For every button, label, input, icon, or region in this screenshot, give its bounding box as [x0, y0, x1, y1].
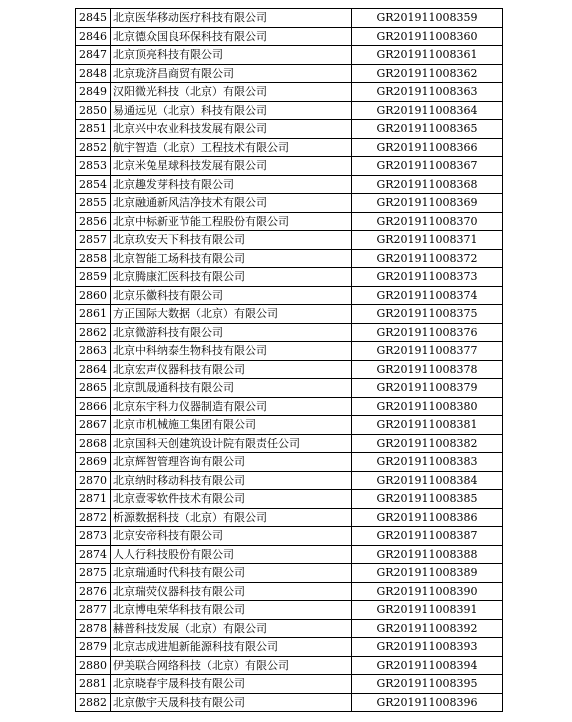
table-row [76, 471, 503, 490]
table-row [76, 249, 503, 268]
company-name-cell: 伊美联合网络科技（北京）有限公司 [111, 656, 352, 675]
row-number-cell: 2865 [76, 379, 111, 398]
company-name-cell: 北京顶亮科技有限公司 [111, 46, 352, 65]
row-number-cell: 2857 [76, 231, 111, 250]
certificate-number-cell: GR201911008365 [352, 120, 503, 139]
company-name-cell: 北京东宇科力仪器制造有限公司 [111, 397, 352, 416]
row-number-cell: 2869 [76, 453, 111, 472]
table-row [76, 545, 503, 564]
company-name-cell: 北京德众国良环保科技有限公司 [111, 27, 352, 46]
company-name-cell: 北京纳时移动科技有限公司 [111, 471, 352, 490]
certificate-number-cell: GR201911008374 [352, 286, 503, 305]
table-row [76, 64, 503, 83]
table-row [76, 434, 503, 453]
certificate-number-cell: GR201911008382 [352, 434, 503, 453]
company-name-cell: 北京安帝科技有限公司 [111, 527, 352, 546]
certificate-number-cell: GR201911008392 [352, 619, 503, 638]
certificate-number-cell: GR201911008395 [352, 675, 503, 694]
table-row [76, 212, 503, 231]
table-row [76, 268, 503, 287]
certificate-number-cell: GR201911008367 [352, 157, 503, 176]
company-name-cell: 北京国科天创建筑设计院有限责任公司 [111, 434, 352, 453]
company-name-cell: 北京腾康汇医科技有限公司 [111, 268, 352, 287]
table-row [76, 46, 503, 65]
table-row [76, 638, 503, 657]
certificate-number-cell: GR201911008386 [352, 508, 503, 527]
table-row [76, 675, 503, 694]
company-name-cell: 北京辉智管理咨询有限公司 [111, 453, 352, 472]
table-row [76, 194, 503, 213]
table-row [76, 601, 503, 620]
company-name-cell: 北京融通新风洁净技术有限公司 [111, 194, 352, 213]
table-row [76, 619, 503, 638]
certificate-number-cell: GR201911008383 [352, 453, 503, 472]
certificate-number-cell: GR201911008387 [352, 527, 503, 546]
certificate-number-cell: GR201911008380 [352, 397, 503, 416]
certificate-number-cell: GR201911008372 [352, 249, 503, 268]
certificate-number-cell: GR201911008373 [352, 268, 503, 287]
table-row [76, 582, 503, 601]
certificate-number-cell: GR201911008388 [352, 545, 503, 564]
row-number-cell: 2863 [76, 342, 111, 361]
row-number-cell: 2856 [76, 212, 111, 231]
company-name-cell: 赫普科技发展（北京）有限公司 [111, 619, 352, 638]
table-row [76, 120, 503, 139]
certificate-number-cell: GR201911008360 [352, 27, 503, 46]
row-number-cell: 2847 [76, 46, 111, 65]
certificate-number-cell: GR201911008371 [352, 231, 503, 250]
table-row [76, 693, 503, 712]
company-name-cell: 北京医华移动医疗科技有限公司 [111, 9, 352, 28]
table-row [76, 656, 503, 675]
row-number-cell: 2864 [76, 360, 111, 379]
certificate-table [75, 8, 503, 712]
company-name-cell: 北京壹零软件技术有限公司 [111, 490, 352, 509]
table-row [76, 323, 503, 342]
certificate-number-cell: GR201911008381 [352, 416, 503, 435]
row-number-cell: 2846 [76, 27, 111, 46]
company-name-cell: 航宇智造（北京）工程技术有限公司 [111, 138, 352, 157]
row-number-cell: 2879 [76, 638, 111, 657]
table-row [76, 342, 503, 361]
row-number-cell: 2876 [76, 582, 111, 601]
certificate-number-cell: GR201911008389 [352, 564, 503, 583]
company-name-cell: 北京中标新亚节能工程股份有限公司 [111, 212, 352, 231]
table-row [76, 27, 503, 46]
row-number-cell: 2852 [76, 138, 111, 157]
certificate-number-cell: GR201911008377 [352, 342, 503, 361]
table-row [76, 360, 503, 379]
certificate-number-cell: GR201911008393 [352, 638, 503, 657]
company-name-cell: 北京玖安天下科技有限公司 [111, 231, 352, 250]
certificate-number-cell: GR201911008362 [352, 64, 503, 83]
company-name-cell: 北京兴中农业科技发展有限公司 [111, 120, 352, 139]
row-number-cell: 2855 [76, 194, 111, 213]
company-name-cell: 北京博电荣华科技有限公司 [111, 601, 352, 620]
row-number-cell: 2874 [76, 545, 111, 564]
certificate-number-cell: GR201911008394 [352, 656, 503, 675]
certificate-number-cell: GR201911008391 [352, 601, 503, 620]
company-name-cell: 北京志成进旭新能源科技有限公司 [111, 638, 352, 657]
table-row [76, 453, 503, 472]
certificate-number-cell: GR201911008364 [352, 101, 503, 120]
company-name-cell: 北京晓春宇晟科技有限公司 [111, 675, 352, 694]
row-number-cell: 2878 [76, 619, 111, 638]
certificate-number-cell: GR201911008375 [352, 305, 503, 324]
certificate-number-cell: GR201911008363 [352, 83, 503, 102]
certificate-number-cell: GR201911008359 [352, 9, 503, 28]
row-number-cell: 2881 [76, 675, 111, 694]
row-number-cell: 2875 [76, 564, 111, 583]
company-name-cell: 北京米兔星球科技发展有限公司 [111, 157, 352, 176]
certificate-number-cell: GR201911008368 [352, 175, 503, 194]
company-name-cell: 北京乐徽科技有限公司 [111, 286, 352, 305]
certificate-number-cell: GR201911008384 [352, 471, 503, 490]
table-row [76, 397, 503, 416]
row-number-cell: 2866 [76, 397, 111, 416]
company-name-cell: 北京微游科技有限公司 [111, 323, 352, 342]
certificate-number-cell: GR201911008390 [352, 582, 503, 601]
row-number-cell: 2871 [76, 490, 111, 509]
row-number-cell: 2854 [76, 175, 111, 194]
certificate-number-cell: GR201911008396 [352, 693, 503, 712]
row-number-cell: 2873 [76, 527, 111, 546]
row-number-cell: 2851 [76, 120, 111, 139]
row-number-cell: 2853 [76, 157, 111, 176]
company-name-cell: 北京市机械施工集团有限公司 [111, 416, 352, 435]
table-row [76, 157, 503, 176]
certificate-number-cell: GR201911008378 [352, 360, 503, 379]
company-name-cell: 北京珑济昌商贸有限公司 [111, 64, 352, 83]
company-name-cell: 北京凯晟通科技有限公司 [111, 379, 352, 398]
row-number-cell: 2880 [76, 656, 111, 675]
certificate-number-cell: GR201911008376 [352, 323, 503, 342]
row-number-cell: 2848 [76, 64, 111, 83]
row-number-cell: 2845 [76, 9, 111, 28]
company-name-cell: 易通远见（北京）科技有限公司 [111, 101, 352, 120]
company-name-cell: 北京瑞荧仪器科技有限公司 [111, 582, 352, 601]
company-name-cell: 析源数据科技（北京）有限公司 [111, 508, 352, 527]
company-name-cell: 北京中科纳泰生物科技有限公司 [111, 342, 352, 361]
certificate-number-cell: GR201911008369 [352, 194, 503, 213]
row-number-cell: 2862 [76, 323, 111, 342]
row-number-cell: 2859 [76, 268, 111, 287]
company-name-cell: 方正国际大数据（北京）有限公司 [111, 305, 352, 324]
table-row [76, 9, 503, 28]
row-number-cell: 2850 [76, 101, 111, 120]
table-row [76, 138, 503, 157]
certificate-number-cell: GR201911008385 [352, 490, 503, 509]
row-number-cell: 2867 [76, 416, 111, 435]
certificate-number-cell: GR201911008366 [352, 138, 503, 157]
table-row [76, 508, 503, 527]
table-row [76, 527, 503, 546]
company-name-cell: 北京智能工场科技有限公司 [111, 249, 352, 268]
row-number-cell: 2870 [76, 471, 111, 490]
table-row [76, 416, 503, 435]
company-name-cell: 北京傲宇天晟科技有限公司 [111, 693, 352, 712]
table-row [76, 379, 503, 398]
company-name-cell: 北京趣发芽科技有限公司 [111, 175, 352, 194]
table-row [76, 490, 503, 509]
company-name-cell: 汉阳微光科技（北京）有限公司 [111, 83, 352, 102]
certificate-number-cell: GR201911008370 [352, 212, 503, 231]
table-row [76, 175, 503, 194]
table-row [76, 101, 503, 120]
row-number-cell: 2860 [76, 286, 111, 305]
company-name-cell: 人人行科技股份有限公司 [111, 545, 352, 564]
table-row [76, 305, 503, 324]
row-number-cell: 2849 [76, 83, 111, 102]
row-number-cell: 2858 [76, 249, 111, 268]
row-number-cell: 2882 [76, 693, 111, 712]
certificate-number-cell: GR201911008361 [352, 46, 503, 65]
company-name-cell: 北京瑞通时代科技有限公司 [111, 564, 352, 583]
row-number-cell: 2861 [76, 305, 111, 324]
company-name-cell: 北京宏声仪器科技有限公司 [111, 360, 352, 379]
row-number-cell: 2877 [76, 601, 111, 620]
table-row [76, 564, 503, 583]
table-body [76, 9, 503, 712]
row-number-cell: 2872 [76, 508, 111, 527]
certificate-number-cell: GR201911008379 [352, 379, 503, 398]
row-number-cell: 2868 [76, 434, 111, 453]
table-row [76, 231, 503, 250]
table-row [76, 83, 503, 102]
table-row [76, 286, 503, 305]
